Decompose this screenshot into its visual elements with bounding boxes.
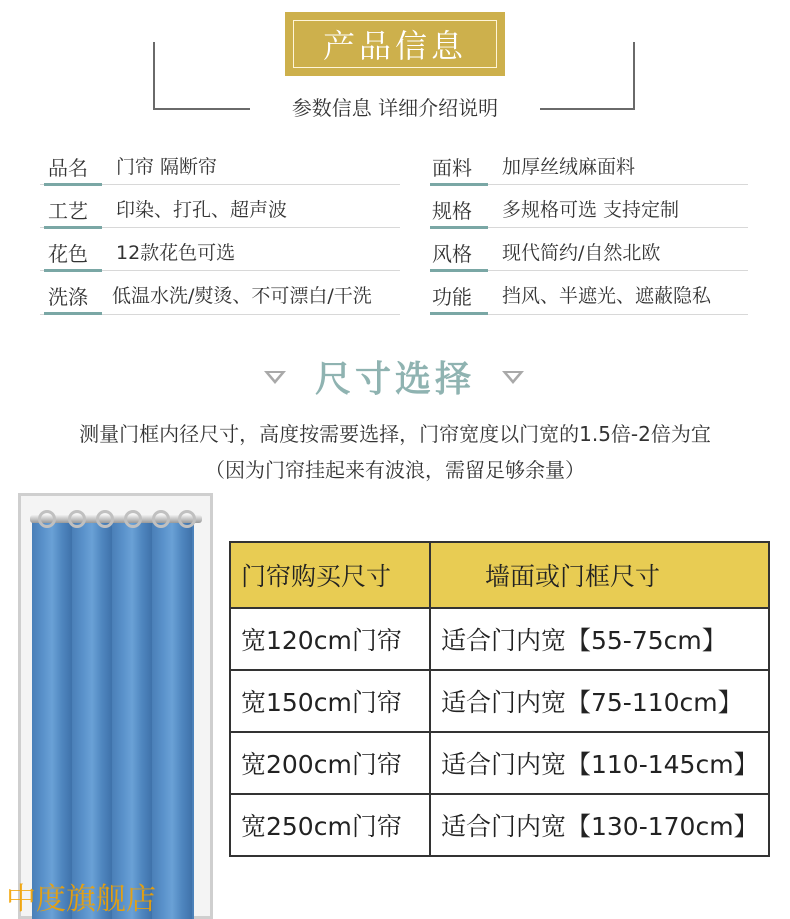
- info-value: 现代简约/自然北欧: [502, 242, 661, 264]
- table-row: [230, 670, 769, 732]
- info-row-spec: [430, 186, 748, 228]
- info-label: 规格: [432, 199, 472, 223]
- info-row-pattern: [40, 229, 400, 271]
- size-table: [229, 541, 770, 857]
- size-note-sub: （因为门帘挂起来有波浪，需留足够余量）: [205, 458, 585, 482]
- info-value: 门帘 隔断帘: [116, 156, 218, 178]
- triangle-down-icon: [264, 371, 286, 384]
- size-note: 测量门框内径尺寸，高度按需要选择，门帘宽度以门宽的1.5倍-2倍为宜: [79, 422, 711, 446]
- info-value: 12款花色可选: [116, 242, 236, 264]
- size-section-title: 尺寸选择: [314, 359, 475, 400]
- table-row: [230, 794, 769, 856]
- info-label: 工艺: [48, 199, 88, 223]
- title-badge-inner: [293, 20, 497, 68]
- curtain-ring-icon: [152, 510, 170, 528]
- table-row: [230, 732, 769, 794]
- info-label: 功能: [432, 285, 472, 309]
- curtain-ring-icon: [68, 510, 86, 528]
- table-cell: 适合门内宽【75-110cm】: [430, 670, 769, 732]
- curtain-ring-icon: [178, 510, 196, 528]
- info-row-washing: [40, 272, 400, 314]
- info-row-style: [430, 229, 748, 271]
- page-subtitle: 参数信息 详细介绍说明: [250, 94, 540, 122]
- table-cell: 宽150cm门帘: [230, 670, 430, 732]
- label-underline: [430, 312, 488, 315]
- curtain-ring-icon: [38, 510, 56, 528]
- info-label: 花色: [48, 242, 88, 266]
- curtain-ring-icon: [124, 510, 142, 528]
- triangle-down-icon: [502, 371, 524, 384]
- info-row-craft: [40, 186, 400, 228]
- table-header-cell: 墙面或门框尺寸: [430, 542, 769, 608]
- info-row-fabric: [430, 143, 748, 185]
- page-title: 产品信息: [322, 27, 467, 65]
- table-cell: 宽120cm门帘: [230, 608, 430, 670]
- info-label: 洗涤: [48, 285, 88, 309]
- info-value: 挡风、半遮光、遮蔽隐私: [502, 285, 712, 307]
- title-badge: [285, 12, 505, 76]
- table-cell: 宽200cm门帘: [230, 732, 430, 794]
- label-underline: [44, 312, 102, 315]
- curtain-image: [32, 520, 194, 919]
- info-row-function: [430, 272, 748, 314]
- table-cell: 宽250cm门帘: [230, 794, 430, 856]
- table-header-cell: 门帘购买尺寸: [230, 542, 430, 608]
- info-value: 多规格可选 支持定制: [502, 199, 680, 221]
- curtain-ring-icon: [96, 510, 114, 528]
- table-row: [230, 608, 769, 670]
- info-label: 面料: [432, 156, 472, 180]
- table-cell: 适合门内宽【55-75cm】: [430, 608, 769, 670]
- table-cell: 适合门内宽【130-170cm】: [430, 794, 769, 856]
- store-watermark: 中度旗舰店: [6, 882, 156, 917]
- info-value: 加厚丝绒麻面料: [502, 156, 636, 178]
- info-value: 低温水洗/熨烫、不可漂白/干洗: [112, 285, 372, 307]
- info-value: 印染、打孔、超声波: [116, 199, 288, 221]
- info-row-name: [40, 143, 400, 185]
- info-label: 风格: [432, 242, 472, 266]
- info-label: 品名: [48, 156, 88, 180]
- table-cell: 适合门内宽【110-145cm】: [430, 732, 769, 794]
- table-header-row: [230, 542, 769, 608]
